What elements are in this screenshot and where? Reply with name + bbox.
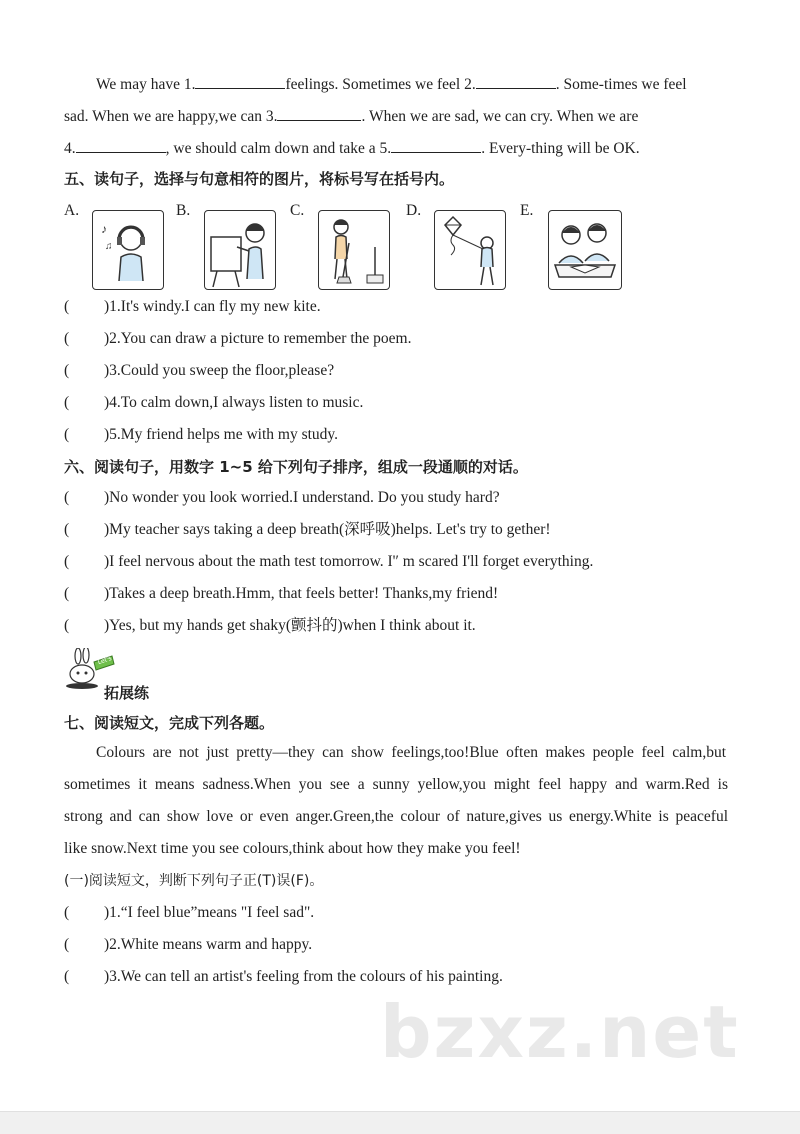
picture-options xyxy=(64,202,744,292)
blank-2[interactable] xyxy=(476,72,556,89)
boy-sweeping-icon xyxy=(318,210,390,290)
boy-listening-music-icon xyxy=(92,210,164,290)
section7-item-1: ( )1.“I feel blue”means "I feel sad". xyxy=(64,904,315,921)
svg-text:♪: ♪ xyxy=(101,222,107,236)
pic-letter-a: A. xyxy=(64,202,80,219)
section6-item-1: ( )No wonder you look worried.I understand. Do you study hard? xyxy=(64,489,500,506)
blank-4[interactable] xyxy=(76,136,166,153)
pic-letter-d: D. xyxy=(406,202,422,219)
section5-heading: 五、读句子，选择与句意相符的图片，将标号写在括号内。 xyxy=(64,170,455,188)
fill-line-1: We may have 1. feelings. Sometimes we feel 2. . Some-times we feel xyxy=(96,72,740,96)
section6-item-3: ( )I feel nervous about the math test tomorrow. I'′ m scared I'll forget everything. xyxy=(64,553,594,570)
section6-item-4: ( )Takes a deep breath.Hmm, that feels better! Thanks,my friend! xyxy=(64,585,499,602)
section5-item-3: ( )3.Could you sweep the floor,please? xyxy=(64,362,335,379)
blank-5[interactable] xyxy=(391,136,481,153)
page-bottom-bar xyxy=(0,1111,800,1134)
section6-item-2: ( )My teacher says taking a deep breath(深呼吸)helps. Let's try to gether! xyxy=(64,521,551,538)
section7-item-2: ( )2.White means warm and happy. xyxy=(64,936,313,953)
section7-sub-heading: (一)阅读短文，判断下列句子正(T)误(F)。 xyxy=(64,873,324,889)
boys-studying-icon xyxy=(548,210,622,290)
fill-line-3: 4. , we should calm down and take a 5. . Every-thing will be OK. xyxy=(64,136,740,160)
blank-3[interactable] xyxy=(277,104,361,121)
section6-item-5: ( )Yes, but my hands get shaky(颤抖的)when I think about it. xyxy=(64,617,476,634)
section5-item-5: ( )5.My friend helps me with my study. xyxy=(64,426,339,443)
blank-1[interactable] xyxy=(195,72,285,89)
extension-label: 拓展练 xyxy=(104,684,150,702)
passage-line-1: Colours are not just pretty—they can show feelings,too!Blue often makes people feel calm,but xyxy=(96,744,726,761)
watermark: bzxz.net xyxy=(380,990,740,1074)
section5-item-1: ( )1.It's windy.I can fly my new kite. xyxy=(64,298,321,315)
section5-item-4: ( )4.To calm down,I always listen to music. xyxy=(64,394,364,411)
section6-heading: 六、阅读句子，用数字 1~5 给下列句子排序，组成一段通顺的对话。 xyxy=(64,458,528,476)
pic-letter-b: B. xyxy=(176,202,191,219)
passage-line-3: strong and can show love or even anger.Green,the colour of nature,gives us energy.White is peaceful xyxy=(64,808,728,825)
section7-item-3: ( )3.We can tell an artist's feeling from the colours of his painting. xyxy=(64,968,503,985)
fill-line-2: sad. When we are happy,we can 3. . When we are sad, we can cry. When we are xyxy=(64,104,740,128)
section7-heading: 七、阅读短文，完成下列各题。 xyxy=(64,714,275,732)
badge-text: Let's xyxy=(96,655,113,667)
section5-item-2: ( )2.You can draw a picture to remember the poem. xyxy=(64,330,412,347)
girl-drawing-icon xyxy=(204,210,276,290)
pic-letter-e: E. xyxy=(520,202,534,219)
svg-text:♫: ♫ xyxy=(105,241,113,252)
passage-line-4: like snow.Next time you see colours,think about how they make you feel! xyxy=(64,840,521,857)
boy-flying-kite-icon xyxy=(434,210,506,290)
pic-letter-c: C. xyxy=(290,202,305,219)
passage-line-2: sometimes it means sadness.When you see a sunny yellow,you might feel happy and warm.Red is xyxy=(64,776,728,793)
